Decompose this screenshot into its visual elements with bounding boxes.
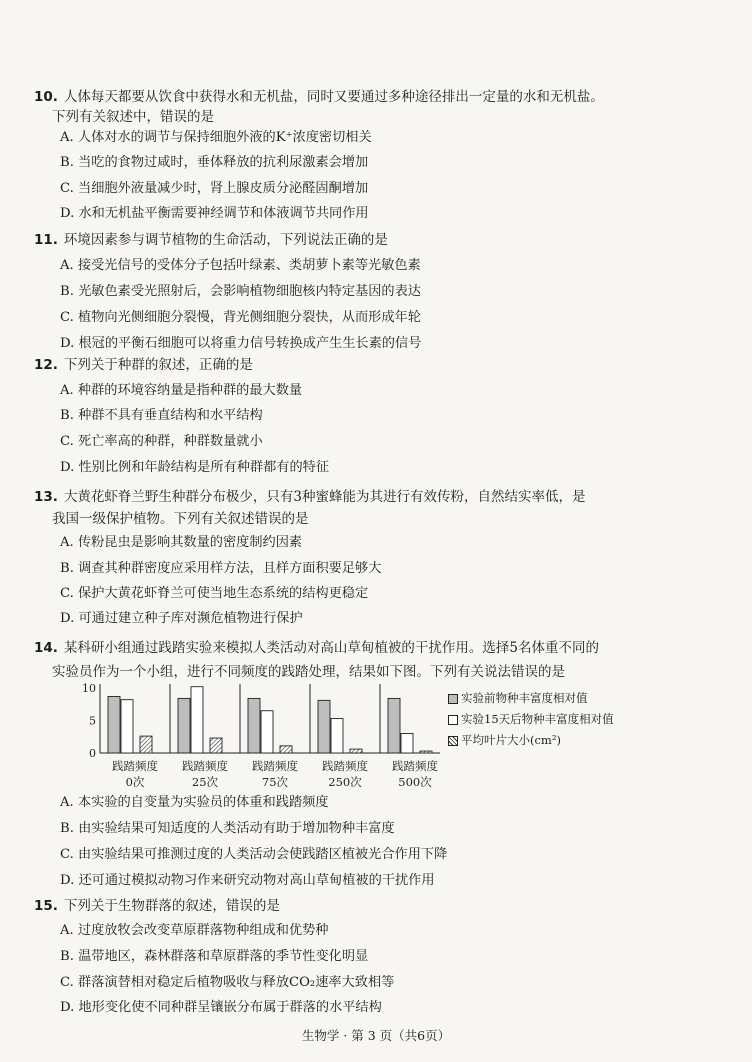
question-number: 15. [34, 898, 58, 914]
question-text: 环境因素参与调节植物的生命活动，下列说法正确的是 [63, 232, 388, 248]
question-15-option-d: D. 地形变化使不同种群呈镶嵌分布属于群落的水平结构 [60, 1000, 382, 1015]
question-13-option-b: B. 调查其种群密度应采用样方法，且样方面积要足够大 [60, 561, 382, 576]
question-text: 下列关于种群的叙述，正确的是 [63, 357, 253, 373]
x-category-label: 践踏频度 [392, 759, 438, 773]
question-11-stem [34, 227, 388, 253]
gray-swatch-icon [448, 694, 458, 704]
question-10-option-d: D. 水和无机盐平衡需要神经调节和体液调节共同作用 [60, 206, 369, 221]
question-15-option-a: A. 过度放牧会改变草原群落物种组成和优势种 [60, 923, 329, 938]
question-number: 12. [34, 357, 58, 373]
bar-gray [388, 698, 400, 753]
question-13-option-c: C. 保护大黄花虾脊兰可使当地生态系统的结构更稳定 [60, 586, 369, 601]
question-15-option-c: C. 群落演替相对稳定后植物吸收与释放CO₂速率大致相等 [60, 975, 395, 990]
question-14-option-a: A. 本实验的自变量为实验员的体重和践踏频度 [60, 795, 329, 810]
bar-white [331, 719, 343, 753]
question-10-option-c: C. 当细胞外液量减少时，肾上腺皮质分泌醛固酮增加 [60, 181, 369, 196]
question-number: 10. [34, 89, 58, 105]
bar-hatch [350, 749, 362, 753]
question-12-option-c: C. 死亡率高的种群，种群数量就小 [60, 434, 263, 449]
question-13-option-d: D. 可通过建立种子库对濒危植物进行保护 [60, 611, 303, 626]
question-12-stem [34, 352, 253, 378]
question-13-option-a: A. 传粉昆虫是影响其数量的密度制约因素 [60, 535, 303, 550]
question-11-option-c: C. 植物向光侧细胞分裂慢，背光侧细胞分裂快，从而形成年轮 [60, 310, 421, 325]
question-13-stem-line2: 我国一级保护植物。下列有关叙述错误的是 [52, 511, 309, 527]
question-14-option-b: B. 由实验结果可知适度的人类活动有助于增加物种丰富度 [60, 821, 395, 836]
question-14-stem-line1 [34, 635, 599, 661]
question-11-option-a: A. 接受光信号的受体分子包括叶绿素、类胡萝卜素等光敏色素 [60, 258, 421, 273]
hatched-swatch-icon [448, 736, 458, 746]
question-12-option-a: A. 种群的环境容纳量是指种群的最大数量 [60, 383, 303, 398]
question-12-option-b: B. 种群不具有垂直结构和水平结构 [60, 408, 263, 423]
question-text: 下列关于生物群落的叙述，错误的是 [63, 898, 280, 914]
bar-white [261, 711, 273, 753]
bar-white [191, 687, 203, 753]
question-14-option-c: C. 由实验结果可推测过度的人类活动会使践踏区植被光合作用下降 [60, 847, 448, 862]
legend-item-before [448, 688, 614, 709]
question-15-option-b: B. 温带地区，森林群落和草原群落的季节性变化明显 [60, 949, 369, 964]
bar-hatch [420, 751, 432, 753]
bar-hatch [280, 746, 292, 753]
question-text: 人体每天都要从饮食中获得水和无机盐，同时又要通过多种途径排出一定量的水和无机盐。 [63, 89, 604, 105]
chart-legend [448, 688, 614, 751]
bar-gray [108, 696, 120, 753]
x-category-label: 践踏频度 [182, 759, 228, 773]
question-14-option-d: D. 还可通过模拟动物习作来研究动物对高山草甸植被的干扰作用 [60, 873, 435, 888]
question-10-option-b: B. 当吃的食物过咸时，垂体释放的抗利尿激素会增加 [60, 155, 369, 170]
bar-white [121, 700, 133, 753]
question-11-option-b: B. 光敏色素受光照射后，会影响植物细胞核内特定基因的表达 [60, 284, 421, 299]
x-category-count-label: 500次 [398, 775, 432, 789]
page-footer: 生物学 · 第 3 页（共6页） [301, 1028, 451, 1043]
y-tick-label: 5 [89, 714, 96, 728]
question-14-stem-line2: 实验员作为一个小组，进行不同频度的践踏处理，结果如下图。下列有关说法错误的是 [52, 664, 565, 680]
question-text: 大黄花虾脊兰野生种群分布极少，只有3种蜜蜂能为其进行有效传粉，自然结实率低，是 [63, 489, 586, 505]
legend-label: 实验15天后物种丰富度相对值 [461, 712, 614, 726]
x-category-label: 践踏频度 [252, 759, 298, 773]
legend-label: 实验前物种丰富度相对值 [461, 691, 588, 705]
question-12-option-d: D. 性别比例和年龄结构是所有种群都有的特征 [60, 460, 330, 475]
legend-label: 平均叶片大小(cm²) [461, 733, 561, 747]
bar-gray [318, 700, 330, 753]
trampling-bar-chart [80, 676, 440, 794]
bar-hatch [210, 738, 222, 753]
x-category-count-label: 75次 [261, 775, 289, 789]
x-category-label: 践踏频度 [112, 759, 158, 773]
x-category-count-label: 25次 [191, 775, 219, 789]
bar-white [401, 734, 413, 754]
legend-item-after [448, 709, 614, 730]
question-number: 14. [34, 640, 58, 656]
question-10-option-a: A. 人体对水的调节与保持细胞外液的K⁺浓度密切相关 [60, 130, 372, 145]
bar-gray [248, 698, 260, 753]
white-swatch-icon [448, 715, 458, 725]
question-11-option-d: D. 根冠的平衡石细胞可以将重力信号转换成产生生长素的信号 [60, 336, 422, 351]
bar-hatch [140, 736, 152, 753]
x-category-count-label: 0次 [125, 775, 145, 789]
question-15-stem [34, 893, 280, 919]
legend-item-leaf-size [448, 730, 614, 751]
question-text: 某科研小组通过践踏实验来模拟人类活动对高山草甸植被的干扰作用。选择5名体重不同的 [63, 640, 600, 656]
bar-gray [178, 698, 190, 753]
question-number: 13. [34, 489, 58, 505]
x-category-count-label: 250次 [328, 775, 362, 789]
question-10-stem-line2: 下列有关叙述中，错误的是 [52, 109, 214, 125]
y-tick-label: 10 [82, 682, 96, 695]
question-number: 11. [34, 232, 58, 248]
y-tick-label: 0 [89, 747, 96, 760]
x-category-label: 践踏频度 [322, 759, 368, 773]
